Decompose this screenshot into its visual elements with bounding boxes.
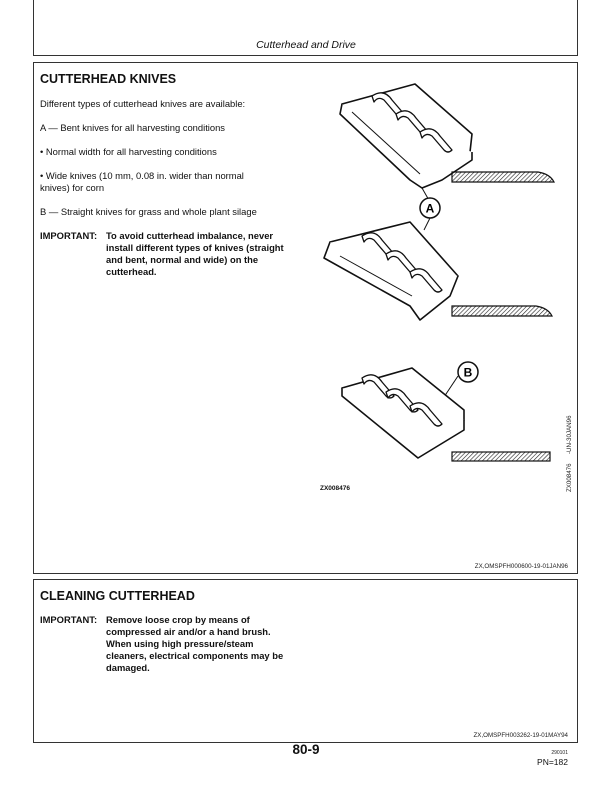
knives-illustration [300, 70, 560, 510]
important-text [106, 230, 310, 278]
important-line: When using high pressure/steam [106, 638, 254, 649]
important-line: cutterhead. [106, 266, 157, 277]
important-line: damaged. [106, 662, 150, 673]
item-normal-text: • Normal width for all harvesting conditions [40, 146, 217, 157]
callout-a-leader-lower [424, 218, 430, 230]
important-line: compressed air and/or a hand brush. [106, 626, 271, 637]
callout-a-label: A [425, 201, 435, 216]
section-title: CUTTERHEAD KNIVES [40, 72, 177, 86]
figure-side-code: ZX008476 [566, 463, 573, 492]
footer-code: 290101 [551, 750, 568, 756]
straight-knife-illustration [342, 368, 464, 458]
item-wide-text-2: knives) for corn [40, 182, 105, 193]
callout-b-label: B [463, 365, 473, 380]
bent-knife-profile-bottom [452, 306, 552, 316]
intro-text: Different types of cutterhead knives are available: [40, 98, 246, 109]
important-line: Remove loose crop by means of [106, 614, 250, 625]
important-line: cleaners, electrical components may be [106, 650, 284, 661]
figure-code: ZX008476 [320, 485, 350, 492]
page-header-title: Cutterhead and Drive [256, 39, 356, 51]
footer-pn: PN=182 [537, 757, 568, 767]
important-label: IMPORTANT: [40, 614, 98, 625]
item-b-text: B — Straight knives for grass and whole plant silage [40, 206, 257, 217]
important-line: To avoid cutterhead imbalance, never [106, 230, 274, 241]
important-text [106, 614, 336, 674]
bent-knife-bottom-illustration [324, 222, 458, 320]
item-a-text: A — Bent knives for all harvesting conditions [40, 122, 225, 133]
important-line: install different types of knives (straight [106, 242, 284, 253]
important-line: and bent, normal and wide) on the [106, 254, 259, 265]
bent-knife-profile-top [452, 172, 554, 182]
important-label: IMPORTANT: [40, 230, 98, 241]
section-title: CLEANING CUTTERHEAD [40, 589, 195, 603]
page-number: 80-9 [292, 742, 320, 757]
item-wide-text-1: • Wide knives (10 mm, 0.08 in. wider than normal [40, 170, 244, 181]
header-rule [33, 55, 578, 56]
figure-side-date: -UN-30JAN96 [566, 415, 573, 454]
section-ref-code: ZX,OMSPFH000600-19-01JAN96 [474, 563, 568, 570]
section-ref-code: ZX,OMSPFH003262-19-01MAY94 [473, 732, 568, 739]
straight-knife-profile [452, 452, 550, 461]
